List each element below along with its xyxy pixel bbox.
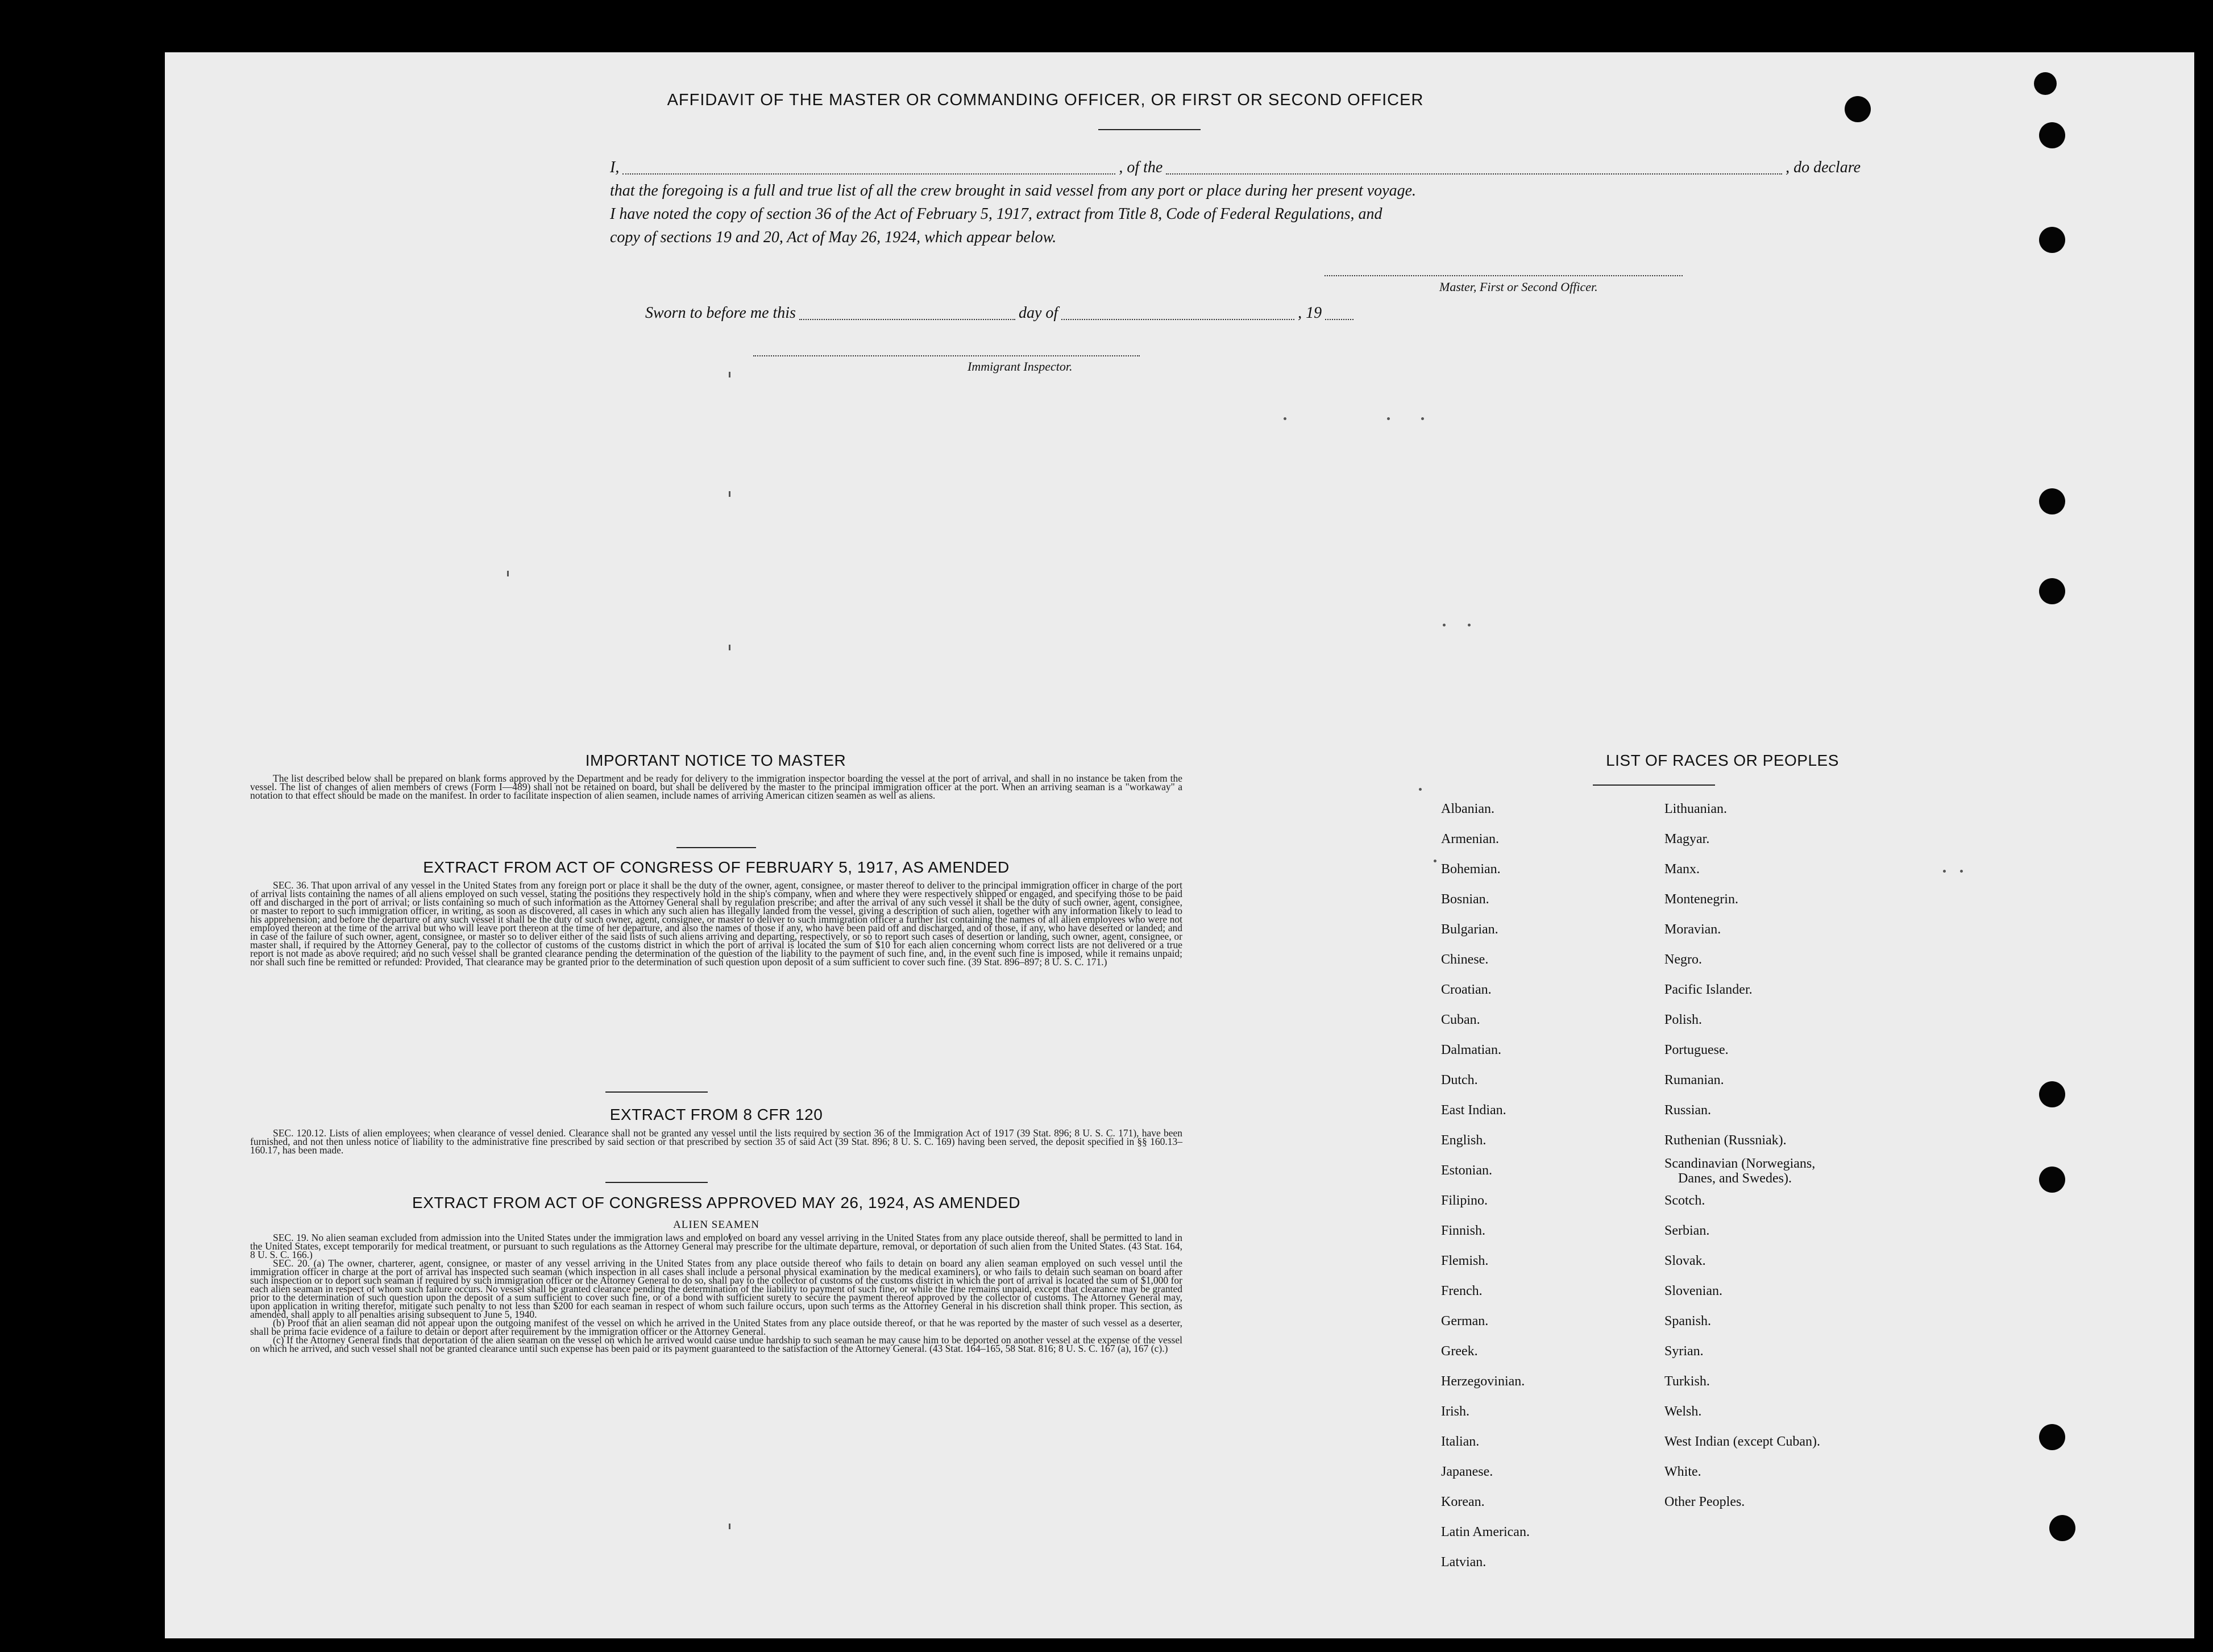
race-item: White.	[1664, 1464, 1701, 1479]
i-label: I,	[610, 159, 620, 176]
race-item: German.	[1441, 1314, 1489, 1329]
sworn-label: Sworn to before me this	[645, 304, 796, 322]
affidavit-title: AFFIDAVIT OF THE MASTER OR COMMANDING OFFICER, OR FIRST OR SECOND OFFICER	[667, 91, 1424, 109]
race-item: Bohemian.	[1441, 862, 1501, 877]
race-item: Welsh.	[1664, 1404, 1702, 1419]
races-heading: LIST OF RACES OR PEOPLES	[1606, 752, 1839, 769]
stray-dot	[1419, 788, 1422, 791]
stray-mark	[729, 491, 730, 497]
section-rule	[605, 1091, 708, 1093]
day-of-label: day of	[1018, 304, 1058, 322]
stray-dot	[1387, 417, 1390, 420]
section-rule	[605, 1182, 708, 1183]
sworn-month-blank[interactable]	[1061, 319, 1294, 320]
declaration-line-3: I have noted the copy of section 36 of the Act of February 5, 1917, extract from Title 8, Code of Federal Regulations, and	[610, 205, 1382, 223]
inspector-signature-caption: Immigrant Inspector.	[968, 359, 1073, 373]
race-item: Filipino.	[1441, 1193, 1488, 1208]
declaration-line-2: that the foregoing is a full and true list of all the crew brought in said vessel from any port or place during her present voyage.	[610, 182, 1417, 200]
race-item: Irish.	[1441, 1404, 1469, 1419]
sec-20a-paragraph: SEC. 20. (a) The owner, charterer, agent, consignee, or master of any vessel arriving in the United States from any place outside thereof who fails to detain on board any alien seaman employed on such vessel until the immigration officer in charge at the port of arrival has inspected such seaman (which inspection in all cases shall include a personal physical examination by the medical examiners), or who fails to detain such seaman on board after such inspection or to deport such seaman if required by such immigration officer or the Attorney General to do so, shall pay to the collector of customs of the customs district in which the port of arrival is located the sum of $1,000 for each alien seaman in respect of whom such failure occurs. No vessel shall be granted clearance pending the determination of the liability to payment of such fine, or while the fine remains unpaid, except that clearance may be granted prior to the determination of such question upon the deposit of a sum sufficient to cover such fine, or of a bond with sufficient surety to secure the payment thereof approved by the collector of customs. The Attorney General may, upon application in writing therefor, mitigate such penalty to not less than $200 for each seaman in respect of whom such failure occurs, upon such terms as the Attorney General in his discretion shall think proper. This section, as amended, shall apply to all penalties arising subsequent to June 5, 1940.	[250, 1257, 1182, 1320]
punch-hole	[2039, 1167, 2065, 1193]
notice-text	[250, 774, 1182, 800]
extract-8cfr-heading: EXTRACT FROM 8 CFR 120	[609, 1106, 823, 1123]
punch-hole	[2049, 1515, 2075, 1541]
declaration-line-1	[610, 156, 1861, 179]
sec-19-paragraph: SEC. 19. No alien seaman excluded from admission into the United States under the immigration laws and employed on board any vessel arriving in the United States from any place outside thereof, shall be permitted to land in the United States, except temporarily for medical treatment, or pursuant to such regulations as the Attorney General may prescribe for the ultimate departure, removal, or deportation of such alien from the United States. (43 Stat. 164, 8 U. S. C. 166.)	[250, 1232, 1182, 1260]
race-item: Albanian.	[1441, 802, 1494, 816]
race-item: Herzegovinian.	[1441, 1374, 1525, 1389]
stray-mark	[729, 372, 730, 377]
race-item: Latin American.	[1441, 1525, 1530, 1539]
race-item: East Indian.	[1441, 1103, 1506, 1118]
sec-20b-paragraph: (b) Proof that an alien seaman did not appear upon the outgoing manifest of the vessel on which he arrived in the United States from any place outside thereof, or that he was reported by the master of such vessel as a deserter, shall be prima facie evidence of a failure to detain or deport after requirement by the immigration officer or the Attorney General.	[250, 1317, 1182, 1337]
stray-dot	[1421, 417, 1424, 420]
notice-paragraph: The list described below shall be prepared on blank forms approved by the Department and be ready for delivery to the immigration inspector boarding the vessel at the port of arrival, and shall in no instance be taken from the vessel. The list of changes of alien members of crews (Form I—489) shall not be retained on board, but shall be delivered by the master to the principal immigration officer at the port. When an arriving seaman is a "workaway" a notation to that effect should be made on the manifest. In order to facilitate inspection of alien seamen, include names of arriving American citizen seamen as well as aliens.	[250, 773, 1182, 801]
alien-seamen-subheading: ALIEN SEAMEN	[673, 1219, 759, 1231]
races-rule	[1593, 785, 1715, 786]
name-blank[interactable]	[622, 173, 1115, 175]
do-declare-label: , do declare	[1786, 159, 1861, 176]
race-item: Latvian.	[1441, 1555, 1487, 1570]
race-item: Dutch.	[1441, 1073, 1478, 1088]
master-signature-line[interactable]	[1325, 275, 1683, 276]
race-item: Slovenian.	[1664, 1284, 1722, 1298]
stray-mark	[507, 571, 509, 576]
race-item: English.	[1441, 1133, 1487, 1148]
extract-1917-paragraph: SEC. 36. That upon arrival of any vessel in the United States from any foreign port or place it shall be the duty of the owner, agent, consignee, or master thereof to deliver to the principal immigration officer in charge of the port of arrival lists containing the names of all aliens employed on such vessel, stating the positions they respectively hold in the ship's company, when and where they were respectively shipped or engaged, and specifying those to be paid off and discharged in the port of arrival; or lists containing so much of such information as the Attorney General shall by regulation prescribe; and after the arrival of any such vessel it shall be the duty of such owner, agent, consignee, or master to report to such immigration officer, in writing, as soon as discovered, all cases in which any such alien has illegally landed from the vessel, giving a description of such alien, together with any information likely to lead to his apprehension; and before the departure of any such vessel it shall be the duty of such owner, agent, consignee, or master to deliver to such immigration officer a further list containing the names of all alien employees who were not employed thereon at the time of the arrival but who will leave port thereon at the time of her departure, and also the names of those if any, who have been paid off and discharged, and of those, if any, who have deserted or landed; and in case of the failure of such owner, agent, consignee, or master so to deliver either of the said lists of such aliens arriving and departing, respectively, or so to report such cases of desertion or landing, such owner, agent, consignee, or master shall, if required by the Attorney General, pay to the collector of customs of the customs district in which the port of arrival is located the sum of $10 for each alien concerning whom correct lists are not delivered or a true report is not made as above required; and no such vessel shall be granted clearance pending the determination of the question of the liability to the payment of such fine, and, in the event such fine is imposed, while it remains unpaid; nor shall such fine be remitted or refunded: Provided, That clearance may be granted prior to the determination of such question upon deposit of a sum sufficient to cover such fine. (39 Stat. 896–897; 8 U. S. C. 171.)	[250, 879, 1182, 968]
race-item: Serbian.	[1664, 1223, 1710, 1238]
race-item: Pacific Islander.	[1664, 982, 1753, 997]
race-item: Korean.	[1441, 1495, 1485, 1509]
punch-hole	[1845, 96, 1871, 122]
race-item: Spanish.	[1664, 1314, 1712, 1329]
race-item: Magyar.	[1664, 832, 1710, 846]
of-the-label: , of the	[1119, 159, 1163, 176]
punch-hole	[2034, 72, 2057, 95]
punch-hole	[2039, 488, 2065, 514]
punch-hole	[2039, 1081, 2065, 1107]
stray-dot	[1960, 870, 1963, 873]
stray-dot	[1943, 870, 1946, 873]
race-item: Montenegrin.	[1664, 892, 1738, 907]
race-item: Manx.	[1664, 862, 1700, 877]
race-item: Scotch.	[1664, 1193, 1705, 1208]
race-item: Cuban.	[1441, 1012, 1480, 1027]
race-item: Danes, and Swedes).	[1678, 1171, 1792, 1186]
race-item: Bosnian.	[1441, 892, 1489, 907]
extract-1917-heading: EXTRACT FROM ACT OF CONGRESS OF FEBRUARY 5, 1917, AS AMENDED	[423, 858, 1010, 876]
race-item: Slovak.	[1664, 1253, 1706, 1268]
race-item: West Indian (except Cuban).	[1664, 1434, 1820, 1449]
race-item: Polish.	[1664, 1012, 1703, 1027]
sec-20c-paragraph: (c) If the Attorney General finds that deportation of the alien seaman on the vessel on which he arrived would cause undue hardship to such seaman he may cause him to be deported on another vessel at the expense of the vessel on which he arrived, and such vessel shall not be granted clearance until such expense has been paid or its payment guaranteed to the satisfaction of the Attorney General. (43 Stat. 164–165, 58 Stat. 816; 8 U. S. C. 167 (a), 167 (c).)	[250, 1334, 1182, 1354]
stray-dot	[1468, 624, 1471, 626]
declaration-block	[610, 156, 1861, 249]
race-item: Syrian.	[1664, 1344, 1704, 1359]
race-item: Negro.	[1664, 952, 1702, 967]
punch-hole	[2039, 578, 2065, 604]
race-item: Flemish.	[1441, 1253, 1489, 1268]
sworn-day-blank[interactable]	[799, 319, 1015, 320]
section-rule	[676, 847, 756, 848]
race-item: Italian.	[1441, 1434, 1480, 1449]
race-item: Greek.	[1441, 1344, 1478, 1359]
vessel-blank[interactable]	[1166, 173, 1782, 175]
race-item: Portuguese.	[1664, 1043, 1729, 1057]
year-label: , 19	[1298, 304, 1322, 322]
notice-heading: IMPORTANT NOTICE TO MASTER	[585, 752, 846, 769]
extract-1917-text	[250, 881, 1182, 966]
declaration-line-4: copy of sections 19 and 20, Act of May 26, 1924, which appear below.	[610, 229, 1057, 246]
race-item: Dalmatian.	[1441, 1043, 1501, 1057]
race-item: Other Peoples.	[1664, 1495, 1745, 1509]
sworn-line	[610, 301, 1338, 325]
race-item: Chinese.	[1441, 952, 1489, 967]
race-item: French.	[1441, 1284, 1483, 1298]
form-page	[165, 52, 2194, 1638]
race-item: Bulgarian.	[1441, 922, 1498, 937]
stray-mark	[729, 645, 730, 650]
stray-mark	[729, 1524, 730, 1529]
race-item: Armenian.	[1441, 832, 1499, 846]
punch-hole	[2039, 122, 2065, 148]
extract-8cfr-paragraph: SEC. 120.12. Lists of alien employees; when clearance of vessel denied. Clearance shall not be granted any vessel until the lists required by section 36 of the Immigration Act of 1917 (39 Stat. 896; 8 U. S. C. 171), have been furnished, and not then unless notice of liability to the administrative fine prescribed by said section or that prescribed by section 35 of said Act (39 Stat. 896; 8 U. S. C. 169) having been served, the deposit specified in §§ 160.13–160.17, has been made.	[250, 1127, 1182, 1156]
punch-hole	[2039, 1424, 2065, 1450]
extract-8cfr-text	[250, 1129, 1182, 1155]
race-item: Lithuanian.	[1664, 802, 1727, 816]
race-item: Ruthenian (Russniak).	[1664, 1133, 1787, 1148]
race-item: Moravian.	[1664, 922, 1721, 937]
race-item: Finnish.	[1441, 1223, 1486, 1238]
stray-dot	[1434, 860, 1436, 862]
race-item: Scandinavian (Norwegians,	[1664, 1156, 1816, 1171]
race-item: Russian.	[1664, 1103, 1712, 1118]
extract-1924-heading: EXTRACT FROM ACT OF CONGRESS APPROVED MAY 26, 1924, AS AMENDED	[412, 1194, 1020, 1211]
race-item: Japanese.	[1441, 1464, 1493, 1479]
master-signature-caption: Master, First or Second Officer.	[1439, 280, 1598, 294]
stray-dot	[1284, 417, 1286, 420]
punch-hole	[2039, 227, 2065, 253]
race-item: Turkish.	[1664, 1374, 1710, 1389]
race-item: Croatian.	[1441, 982, 1492, 997]
title-rule	[1098, 129, 1201, 130]
inspector-signature-line[interactable]	[753, 355, 1140, 356]
race-item: Rumanian.	[1664, 1073, 1724, 1088]
race-item: Estonian.	[1441, 1163, 1492, 1178]
stray-dot	[1443, 624, 1446, 626]
sworn-year-blank[interactable]	[1325, 319, 1353, 320]
extract-1924-text	[250, 1234, 1182, 1353]
